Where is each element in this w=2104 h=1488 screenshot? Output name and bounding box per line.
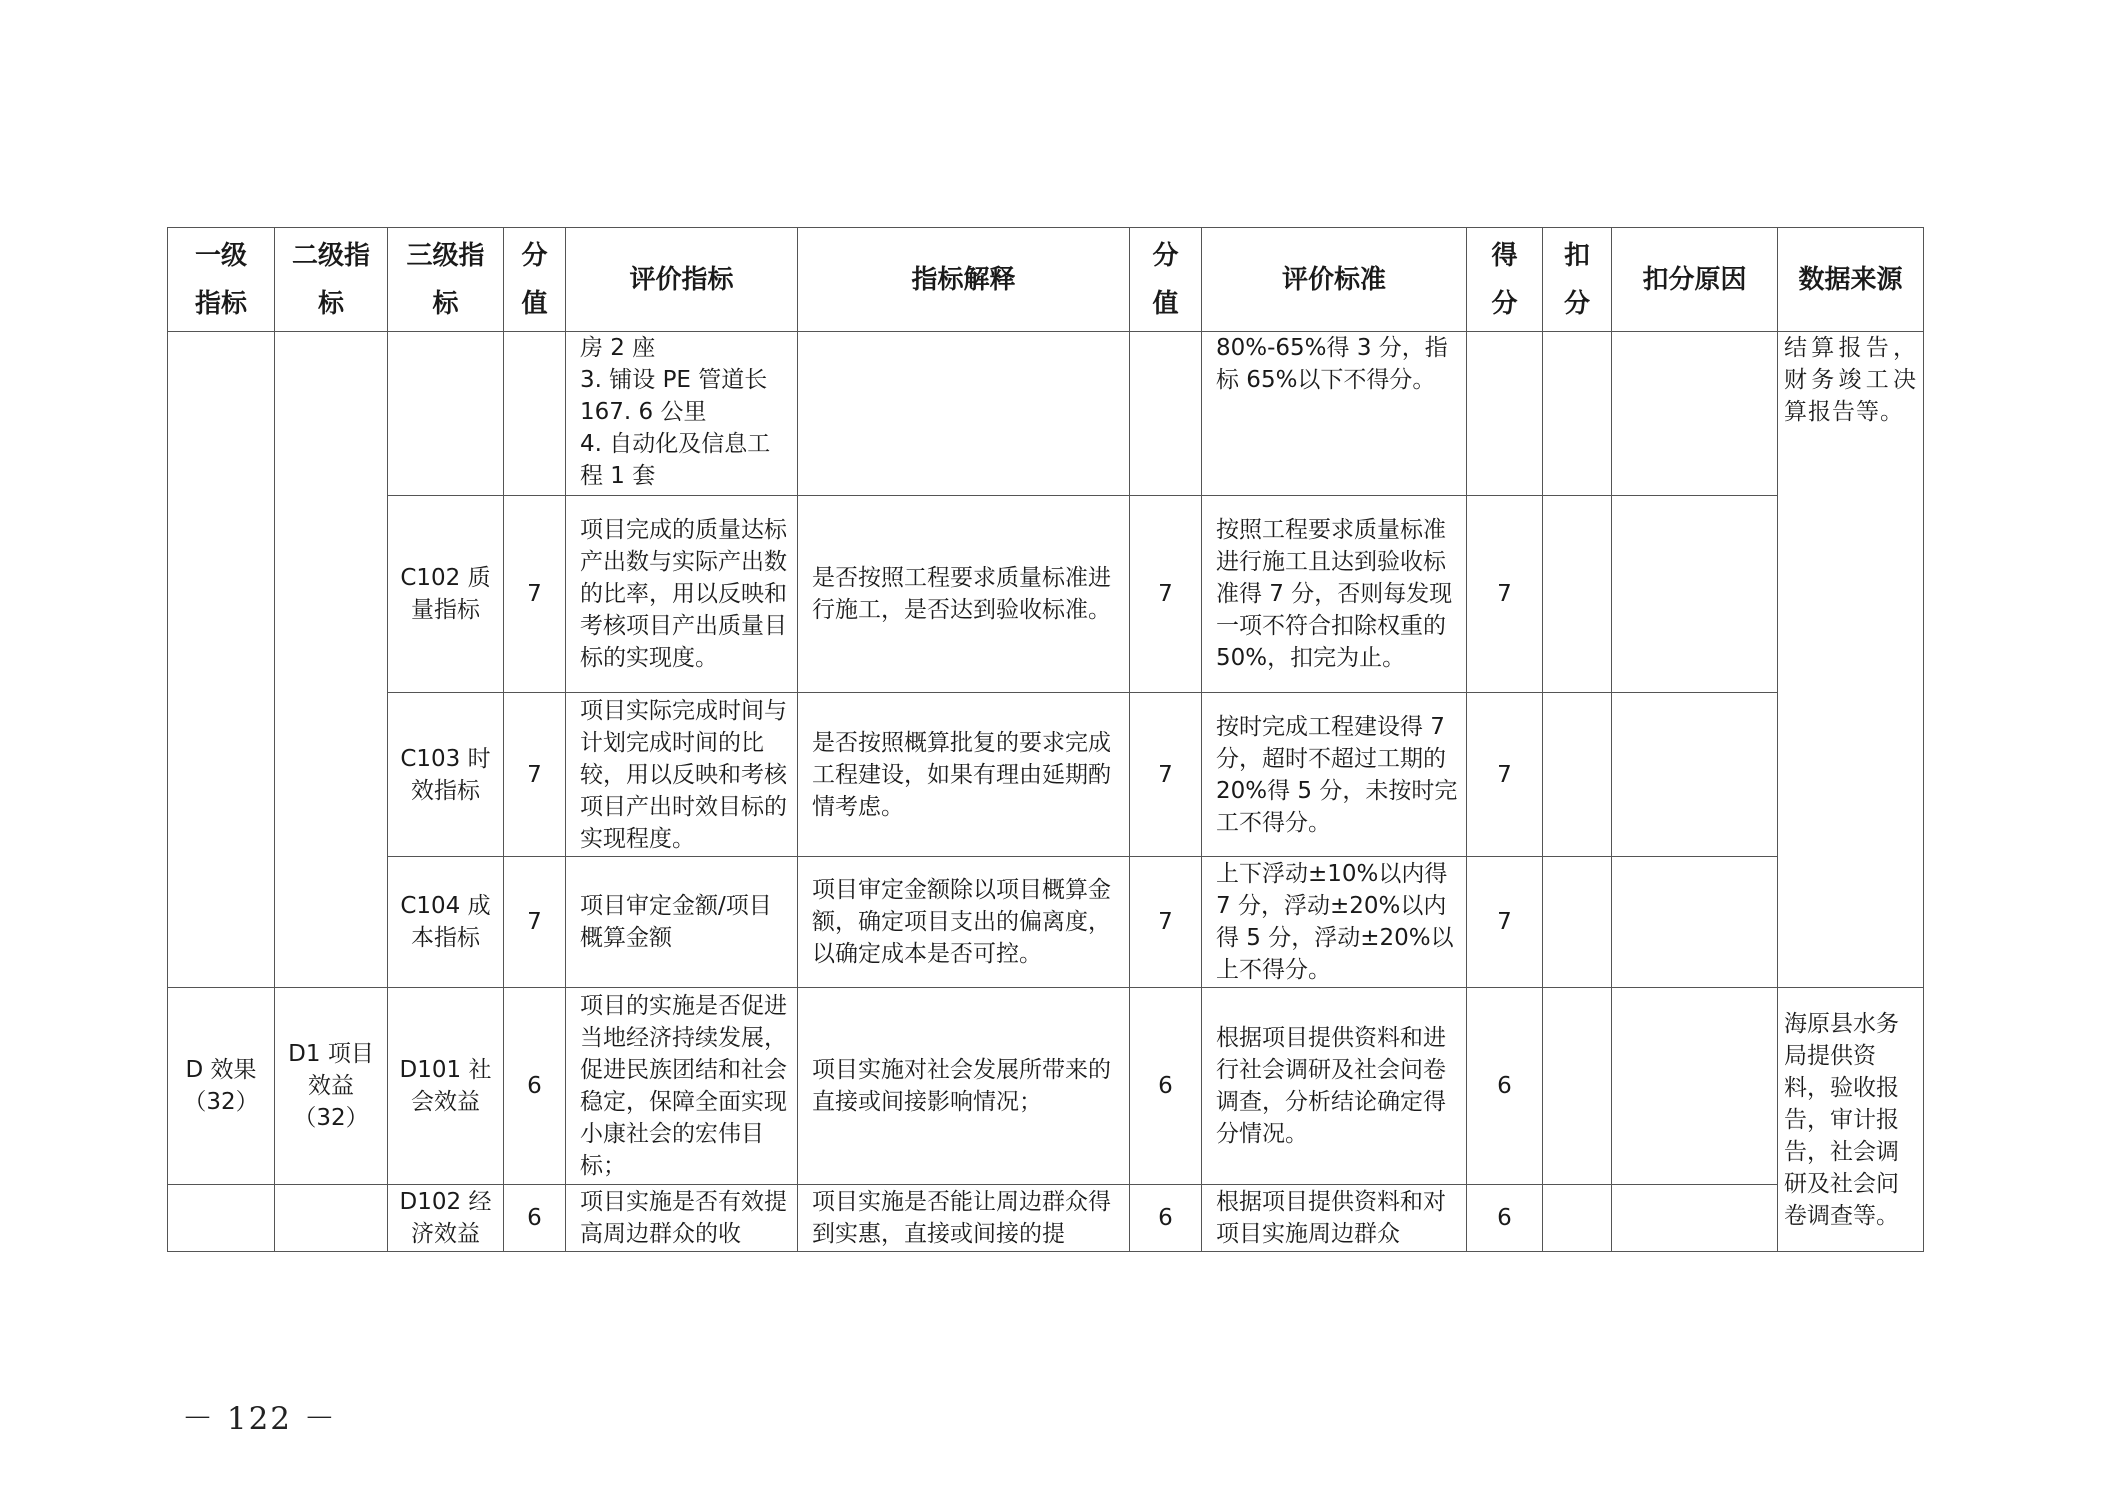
score2-cell: 7: [1130, 857, 1202, 988]
indicator-cell: 项目实际完成时间与计划完成时间的比较，用以反映和考核项目产出时效目标的实现程度。: [566, 693, 798, 857]
level3-cell: D101 社会效益: [388, 988, 504, 1185]
table-row: [168, 988, 1924, 1185]
deduct-cell: [1543, 988, 1612, 1185]
header-score2: 分 值: [1130, 228, 1202, 332]
score-cell: [504, 332, 566, 496]
evaluation-table: [167, 227, 1924, 1252]
deduct-cell: [1543, 332, 1612, 496]
score2-cell: 6: [1130, 988, 1202, 1185]
standard-cell: 80%-65%得 3 分，指标 65%以下不得分。: [1202, 332, 1467, 496]
header-got: 得 分: [1467, 228, 1543, 332]
page-number: － 122 －: [182, 1401, 337, 1437]
got-cell: 7: [1467, 857, 1543, 988]
standard-cell: 按照工程要求质量标准进行施工且达到验收标准得 7 分，否则每发现一项不符合扣除权重的 50%，扣完为止。: [1202, 496, 1467, 693]
level2-cell: [275, 332, 388, 988]
deduct-cell: [1543, 1185, 1612, 1252]
level3-cell: [388, 332, 504, 496]
header-score: 分 值: [504, 228, 566, 332]
deduct-cell: [1543, 857, 1612, 988]
header-level2: 二级指 标: [275, 228, 388, 332]
deduct-reason-cell: [1612, 857, 1778, 988]
header-data-source: 数据来源: [1778, 228, 1924, 332]
indicator-cell: 项目的实施是否促进当地经济持续发展，促进民族团结和社会稳定，保障全面实现小康社会的宏伟目标；: [566, 988, 798, 1185]
header-standard: 评价标准: [1202, 228, 1467, 332]
level2-cell: [275, 1185, 388, 1252]
score-cell: 6: [504, 988, 566, 1185]
standard-cell: 上下浮动±10%以内得 7 分，浮动±20%以内得 5 分，浮动±20%以上不得分。: [1202, 857, 1467, 988]
deduct-reason-cell: [1612, 1185, 1778, 1252]
deduct-cell: [1543, 496, 1612, 693]
explanation-cell: 项目实施对社会发展所带来的直接或间接影响情况；: [798, 988, 1130, 1185]
table-row: [168, 1185, 1924, 1252]
level3-cell: C104 成本指标: [388, 857, 504, 988]
score-cell: 6: [504, 1185, 566, 1252]
got-cell: [1467, 332, 1543, 496]
got-cell: 6: [1467, 988, 1543, 1185]
data-source-cell: 结算报告，财务竣工决算报告等。: [1778, 332, 1924, 988]
got-cell: 7: [1467, 496, 1543, 693]
score2-cell: 7: [1130, 693, 1202, 857]
level3-cell: D102 经济效益: [388, 1185, 504, 1252]
got-cell: 6: [1467, 1185, 1543, 1252]
table-row: [168, 857, 1924, 988]
score-cell: 7: [504, 857, 566, 988]
deduct-reason-cell: [1612, 332, 1778, 496]
data-source-cell: 海原县水务局提供资料，验收报告，审计报告，社会调研及社会问卷调查等。: [1778, 988, 1924, 1252]
header-deduct: 扣 分: [1543, 228, 1612, 332]
level1-cell: D 效果 （32）: [168, 988, 275, 1185]
level3-cell: C102 质量指标: [388, 496, 504, 693]
level1-cell: [168, 332, 275, 988]
header-level3: 三级指 标: [388, 228, 504, 332]
level2-cell: D1 项目 效益 （32）: [275, 988, 388, 1185]
header-deduct-reason: 扣分原因: [1612, 228, 1778, 332]
score-cell: 7: [504, 693, 566, 857]
explanation-cell: 是否按照工程要求质量标准进行施工，是否达到验收标准。: [798, 496, 1130, 693]
indicator-cell: 项目审定金额/项目概算金额: [566, 857, 798, 988]
score2-cell: 7: [1130, 496, 1202, 693]
table-row: [168, 332, 1924, 496]
explanation-cell: 项目实施是否能让周边群众得到实惠，直接或间接的提: [798, 1185, 1130, 1252]
level1-cell: [168, 1185, 275, 1252]
score-cell: 7: [504, 496, 566, 693]
deduct-cell: [1543, 693, 1612, 857]
score2-cell: 6: [1130, 1185, 1202, 1252]
standard-cell: 根据项目提供资料和进行社会调研及社会问卷调查，分析结论确定得分情况。: [1202, 988, 1467, 1185]
header-explanation: 指标解释: [798, 228, 1130, 332]
header-indicator: 评价指标: [566, 228, 798, 332]
deduct-reason-cell: [1612, 693, 1778, 857]
standard-cell: 按时完成工程建设得 7 分，超时不超过工期的 20%得 5 分，未按时完工不得分。: [1202, 693, 1467, 857]
explanation-cell: [798, 332, 1130, 496]
indicator-cell: 项目完成的质量达标产出数与实际产出数的比率，用以反映和考核项目产出质量目标的实现度。: [566, 496, 798, 693]
level3-cell: C103 时效指标: [388, 693, 504, 857]
indicator-cell: 项目实施是否有效提高周边群众的收: [566, 1185, 798, 1252]
explanation-cell: 是否按照概算批复的要求完成工程建设，如果有理由延期酌情考虑。: [798, 693, 1130, 857]
deduct-reason-cell: [1612, 496, 1778, 693]
header-level1: 一级 指标: [168, 228, 275, 332]
deduct-reason-cell: [1612, 988, 1778, 1185]
indicator-cell: 房 2 座 3. 铺设 PE 管道长 167. 6 公里 4. 自动化及信息工程 1 套: [566, 332, 798, 496]
table-row: [168, 693, 1924, 857]
standard-cell: 根据项目提供资料和对项目实施周边群众: [1202, 1185, 1467, 1252]
score2-cell: [1130, 332, 1202, 496]
got-cell: 7: [1467, 693, 1543, 857]
table-row: [168, 496, 1924, 693]
explanation-cell: 项目审定金额除以项目概算金额，确定项目支出的偏离度， 以确定成本是否可控。: [798, 857, 1130, 988]
header-row: [168, 228, 1924, 332]
